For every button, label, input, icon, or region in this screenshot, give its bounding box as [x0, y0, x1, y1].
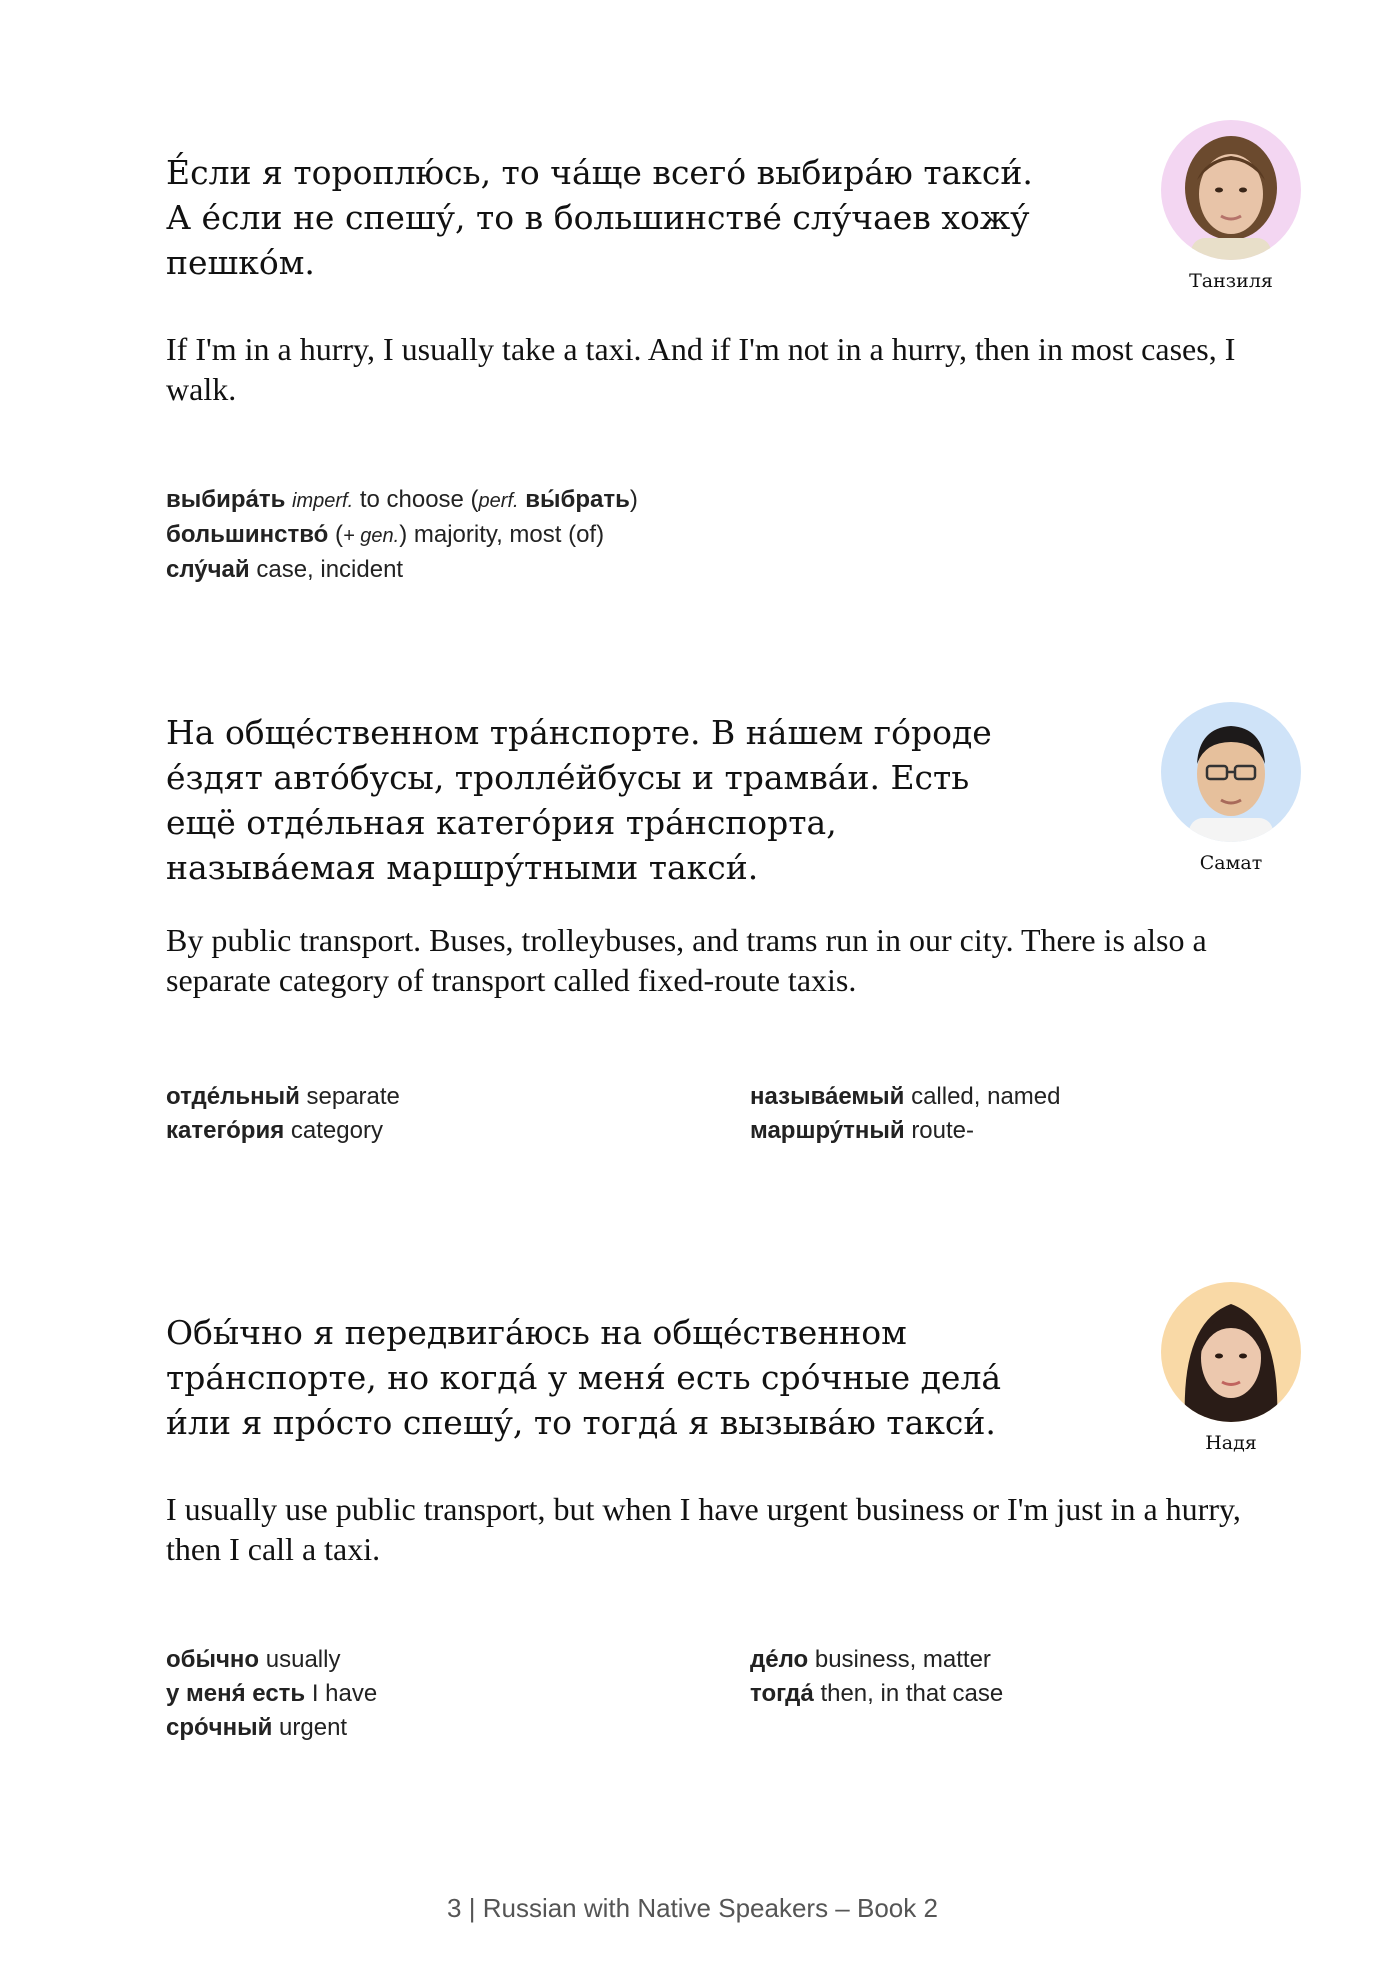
russian-text-3: Обы́чно я передвига́юсь на обще́ственном тра́нспорте, но когда́ у меня́ есть сро́чные дела́ и́ли я про́сто спешу́, то тогда́ я вызыва́ю такси́.: [166, 1313, 1002, 1442]
english-text-2: By public transport. Buses, trolleybuses, and trams run in our city. There is also a separate category of transport called fixed-route taxis.: [166, 922, 1207, 998]
russian-text-1: Е́сли я тороплю́сь, то ча́ще всего́ выбира́ю такси́. А е́сли не спешу́, то в большинстве́ слу́чаев хожу́ пешко́м.: [166, 153, 1033, 282]
vocab-item: выбира́ть imperf. to choose (perf. вы́брать): [166, 486, 638, 513]
section-3: [166, 1310, 1266, 1745]
english-text-1: If I'm in a hurry, I usually take a taxi. And if I'm not in a hurry, then in most cases, I walk.: [166, 331, 1236, 407]
vocab-item: сро́чный urgent: [166, 1714, 348, 1741]
speaker-1: [1146, 120, 1316, 292]
vocab-item: маршру́тный route-: [750, 1117, 975, 1144]
speaker-2: [1146, 702, 1316, 874]
speaker-name: Самат: [1199, 852, 1263, 874]
vocab-item: тогда́ then, in that case: [750, 1680, 1004, 1707]
vocab-column-right: [750, 1643, 1003, 1711]
vocab-item: слу́чай case, incident: [166, 556, 404, 583]
woman-portrait-icon: [1161, 1282, 1301, 1422]
avatar: [1161, 120, 1301, 260]
section-2: [166, 710, 1266, 1148]
section-1: [166, 150, 1266, 587]
speaker-name: Надя: [1205, 1432, 1257, 1454]
vocab-item: большинство́ (+ gen.) majority, most (of): [166, 521, 605, 548]
vocab-item: отде́льный separate: [166, 1083, 400, 1110]
vocab-item: катего́рия category: [166, 1117, 383, 1144]
vocab-list-1: [166, 483, 1266, 587]
vocab-list-2: [166, 1080, 1266, 1148]
vocab-item: де́ло business, matter: [750, 1646, 991, 1673]
woman-portrait-icon: [1161, 120, 1301, 260]
vocab-item: у меня́ есть I have: [166, 1680, 378, 1707]
speaker-name: Танзиля: [1189, 270, 1273, 292]
russian-text-2: На обще́ственном тра́нспорте. В на́шем го́роде е́здят авто́бусы, тролле́йбусы и трамва́и. Есть ещё отде́льная катего́рия тра́нспорта, называ́емая маршру́тными такси́.: [166, 713, 992, 887]
avatar: [1161, 702, 1301, 842]
vocab-column-right: [750, 1080, 1061, 1148]
avatar: [1161, 1282, 1301, 1422]
vocab-column-left: [166, 1080, 1266, 1148]
english-text-3: I usually use public transport, but when I have urgent business or I'm just in a hurry, then I call a taxi.: [166, 1491, 1241, 1567]
speaker-3: [1146, 1282, 1316, 1454]
vocab-list-3: [166, 1643, 1266, 1745]
page-footer: 3 | Russian with Native Speakers – Book 2: [447, 1893, 938, 1923]
man-portrait-icon: [1161, 702, 1301, 842]
vocab-column-left: [166, 1643, 1266, 1745]
vocab-item: называ́емый called, named: [750, 1083, 1061, 1110]
vocab-item: обы́чно usually: [166, 1646, 341, 1673]
